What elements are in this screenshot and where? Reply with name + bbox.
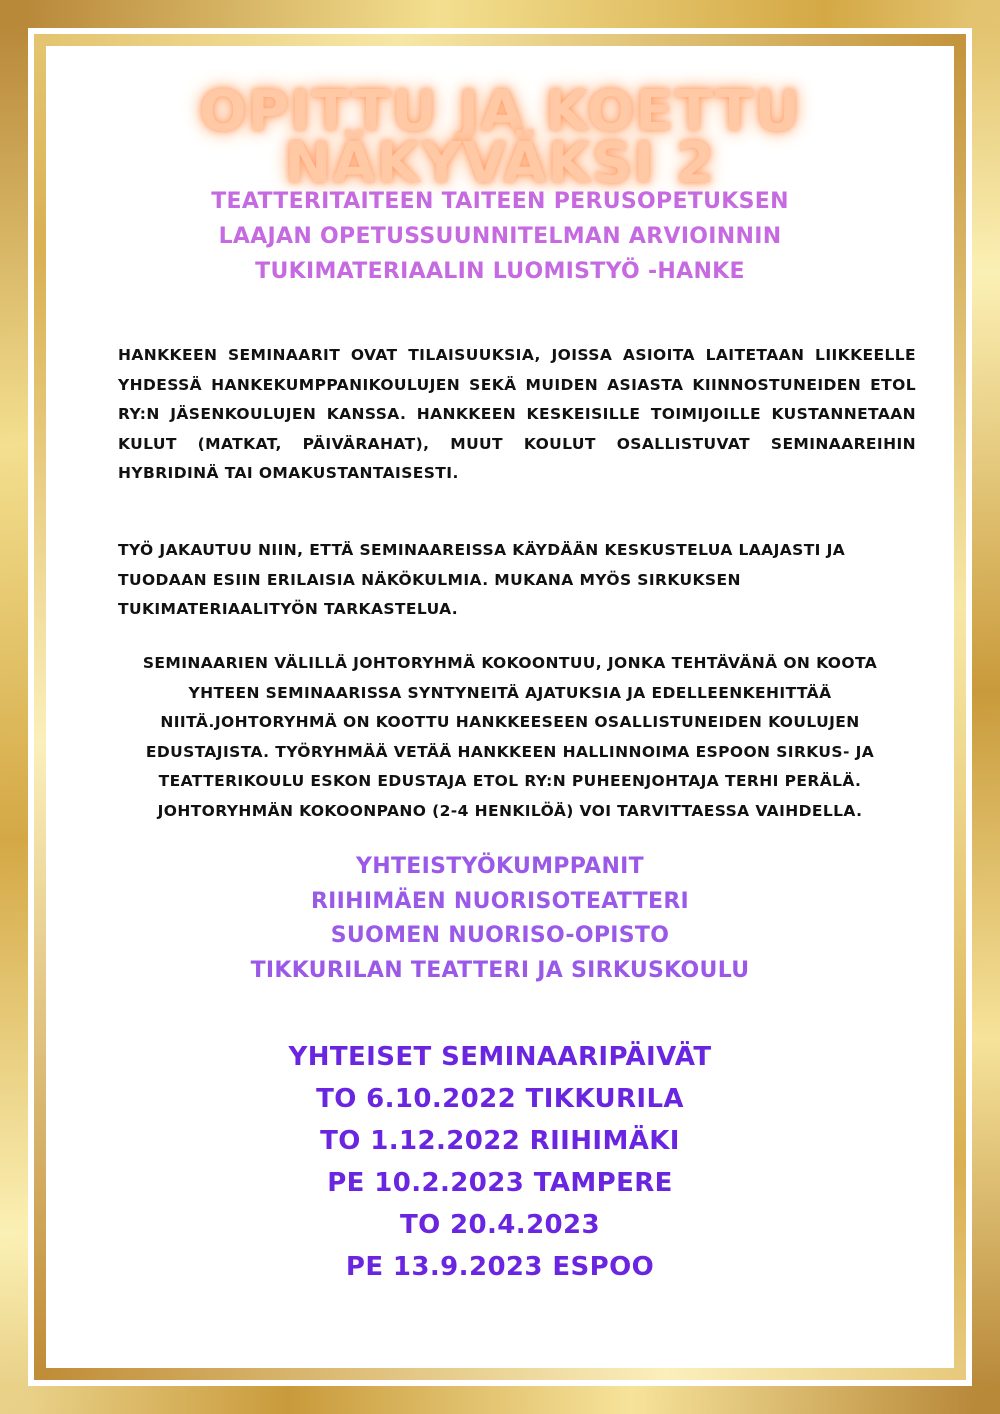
seminar-date-item: TO 1.12.2022 RIIHIMÄKI: [320, 1126, 680, 1156]
paragraph-work-division: TYÖ JAKAUTUU NIIN, ETTÄ SEMINAAREISSA KÄYDÄÄN KESKUSTELUA LAAJASTI JA TUODAAN ESIIN ERILAISIA NÄKÖKULMIA. MUKANA MYÖS SIRKUKSEN TUKIMATERIAALITYÖN TARKASTELUA.: [118, 541, 846, 618]
seminar-dates-section: [46, 1036, 954, 1288]
title-line-2: NÄKYVÄKSI 2: [284, 131, 716, 196]
seminar-date-item: PE 10.2.2023 TAMPERE: [327, 1168, 673, 1198]
seminar-date-item: TO 6.10.2022 TIKKURILA: [316, 1084, 684, 1114]
subtitle-line-2: LAAJAN OPETUSSUUNNITELMAN ARVIOINNIN: [218, 224, 782, 249]
subtitle-line-1: TEATTERITAITEEN TAITEEN PERUSOPETUKSEN: [211, 189, 789, 214]
partners-section: [46, 850, 954, 988]
partner-item: SUOMEN NUORISO-OPISTO: [330, 923, 670, 948]
paragraph-seminars: HANKKEEN SEMINAARIT OVAT TILAISUUKSIA, JOISSA ASIOITA LAITETAAN LIIKKEELLE YHDESSÄ HANKEKUMPPANIKOULUJEN SEKÄ MUIDEN ASIASTA KIINNOSTUNEIDEN ETOL RY:N JÄSENKOULUJEN KANSSA. HANKKEEN KESKEISILLE TOIMIJOILLE KUSTANNETAAN KULUT (MATKAT, PÄIVÄRAHAT), MUUT KOULUT OSALLISTUVAT SEMINAAREIHIN HYBRIDINÄ TAI OMAKUSTANTAISESTI.: [118, 346, 916, 482]
poster-content: [46, 46, 954, 1368]
paragraph-steering-group: SEMINAARIEN VÄLILLÄ JOHTORYHMÄ KOKOONTUU, JONKA TEHTÄVÄNÄ ON KOOTA YHTEEN SEMINAARISSA SYNTYNEITÄ AJATUKSIA JA EDELLEENKEHITTÄÄ NIITÄ.JOHTORYHMÄ ON KOOTTU HANKKEESEEN OSALLISTUNEIDEN KOULUJEN EDUSTAJISTA. TYÖRYHMÄÄ VETÄÄ HANKKEEN HALLINNOIMA ESPOON SIRKUS- JA TEATTERIKOULU ESKON EDUSTAJA ETOL RY:N PUHEENJOHTAJA TERHI PERÄLÄ. JOHTORYHMÄN KOKOONPANO (2-4 HENKILÖÄ) VOI TARVITTAESSA VAIHDELLA.: [142, 654, 878, 820]
poster-title: [46, 79, 954, 196]
partner-item: TIKKURILAN TEATTERI JA SIRKUSKOULU: [250, 957, 750, 983]
project-subtitle: [46, 184, 954, 289]
seminar-dates-heading: YHTEISET SEMINAARIPÄIVÄT: [288, 1042, 712, 1072]
seminar-date-item: PE 13.9.2023 ESPOO: [345, 1252, 655, 1282]
title-line-1: OPITTU JA KOETTU: [199, 79, 801, 144]
partner-item: RIIHIMÄEN NUORISOTEATTERI: [310, 888, 690, 914]
seminar-date-item: TO 20.4.2023: [399, 1210, 601, 1240]
subtitle-line-3: TUKIMATERIAALIN LUOMISTYÖ -HANKE: [255, 259, 745, 284]
partners-heading: YHTEISTYÖKUMPPANIT: [356, 854, 644, 879]
